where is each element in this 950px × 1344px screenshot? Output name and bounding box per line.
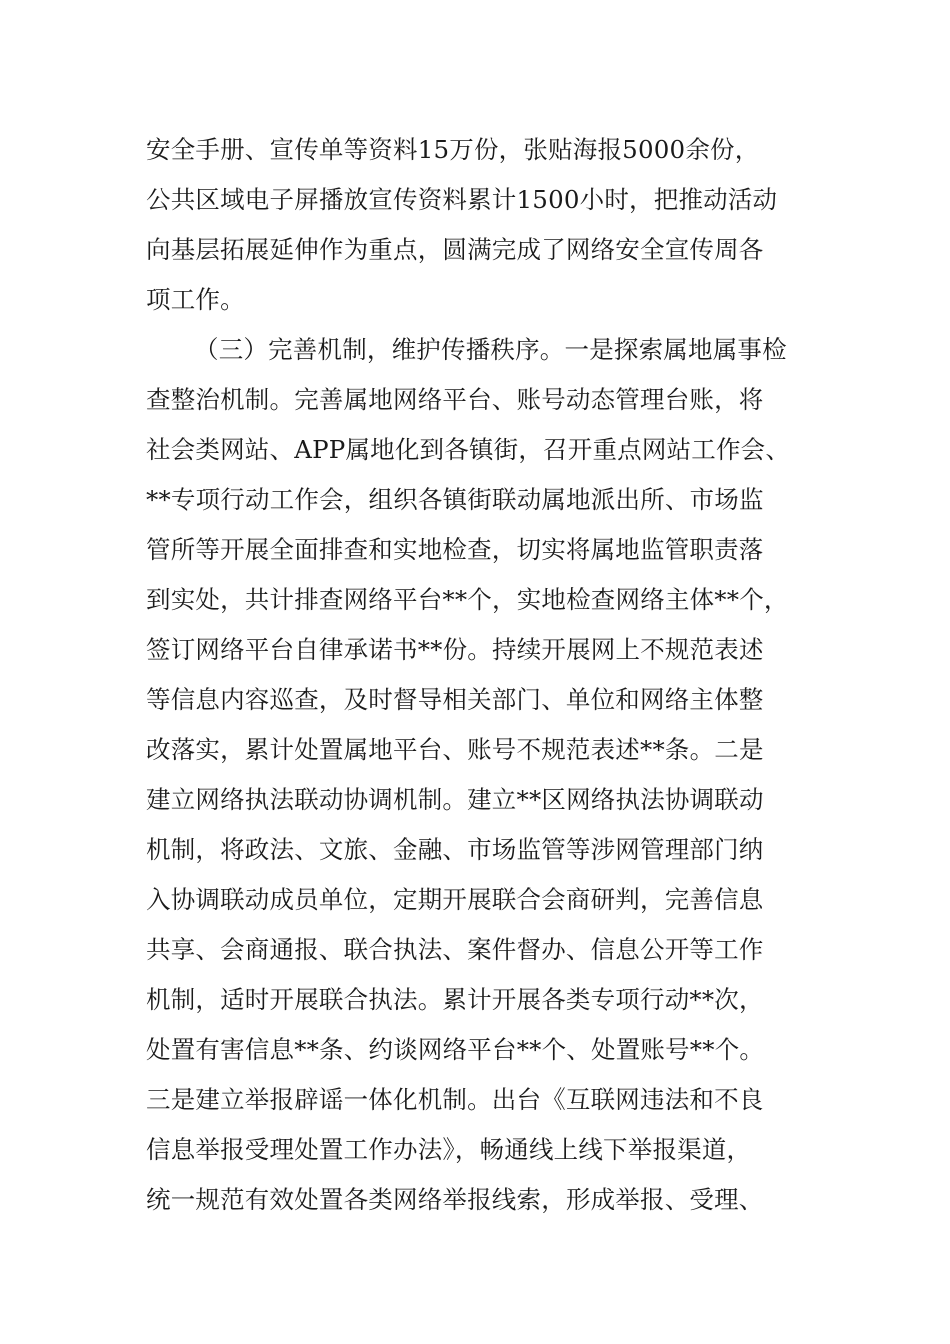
text-line: 公共区域电子屏播放宣传资料累计1500小时，把推动活动 <box>146 185 778 214</box>
text-line: 信息举报受理处置工作办法》，畅通线上线下举报渠道， <box>146 1135 752 1164</box>
text-line: 处置有害信息**条、约谈网络平台**个、处置账号**个。 <box>146 1035 765 1064</box>
text-line: 机制，适时开展联合执法。累计开展各类专项行动**次， <box>146 985 764 1014</box>
text-line: 签订网络平台自律承诺书**份。持续开展网上不规范表述 <box>146 635 764 664</box>
text-line: 项工作。 <box>146 285 245 314</box>
text-line: 到实处，共计排查网络平台**个，实地检查网络主体**个， <box>146 585 789 614</box>
text-line: 向基层拓展延伸作为重点，圆满完成了网络安全宣传周各 <box>146 235 764 264</box>
text-line: 入协调联动成员单位，定期开展联合会商研判，完善信息 <box>146 885 764 914</box>
text-line: 改落实，累计处置属地平台、账号不规范表述**条。二是 <box>146 735 764 764</box>
text-line: 三是建立举报辟谣一体化机制。出台《互联网违法和不良 <box>146 1085 764 1114</box>
text-line: 机制，将政法、文旅、金融、市场监管等涉网管理部门纳 <box>146 835 764 864</box>
text-line: 查整治机制。完善属地网络平台、账号动态管理台账，将 <box>146 385 764 414</box>
text-line: 社会类网站、APP属地化到各镇街，召开重点网站工作会、 <box>146 435 791 464</box>
text-line: 安全手册、宣传单等资料15万份，张贴海报5000余份， <box>146 135 760 164</box>
text-line: 统一规范有效处置各类网络举报线索，形成举报、受理、 <box>146 1185 764 1214</box>
text-line: 管所等开展全面排查和实地检查，切实将属地监管职责落 <box>146 535 764 564</box>
text-line: 建立网络执法联动协调机制。建立**区网络执法协调联动 <box>146 785 764 814</box>
text-line: 共享、会商通报、联合执法、案件督办、信息公开等工作 <box>146 935 764 964</box>
text-line: 等信息内容巡查，及时督导相关部门、单位和网络主体整 <box>146 685 764 714</box>
paragraph-start-line: （三）完善机制，维护传播秩序。一是探索属地属事检 <box>194 335 787 364</box>
text-line: **专项行动工作会，组织各镇街联动属地派出所、市场监 <box>146 485 764 514</box>
